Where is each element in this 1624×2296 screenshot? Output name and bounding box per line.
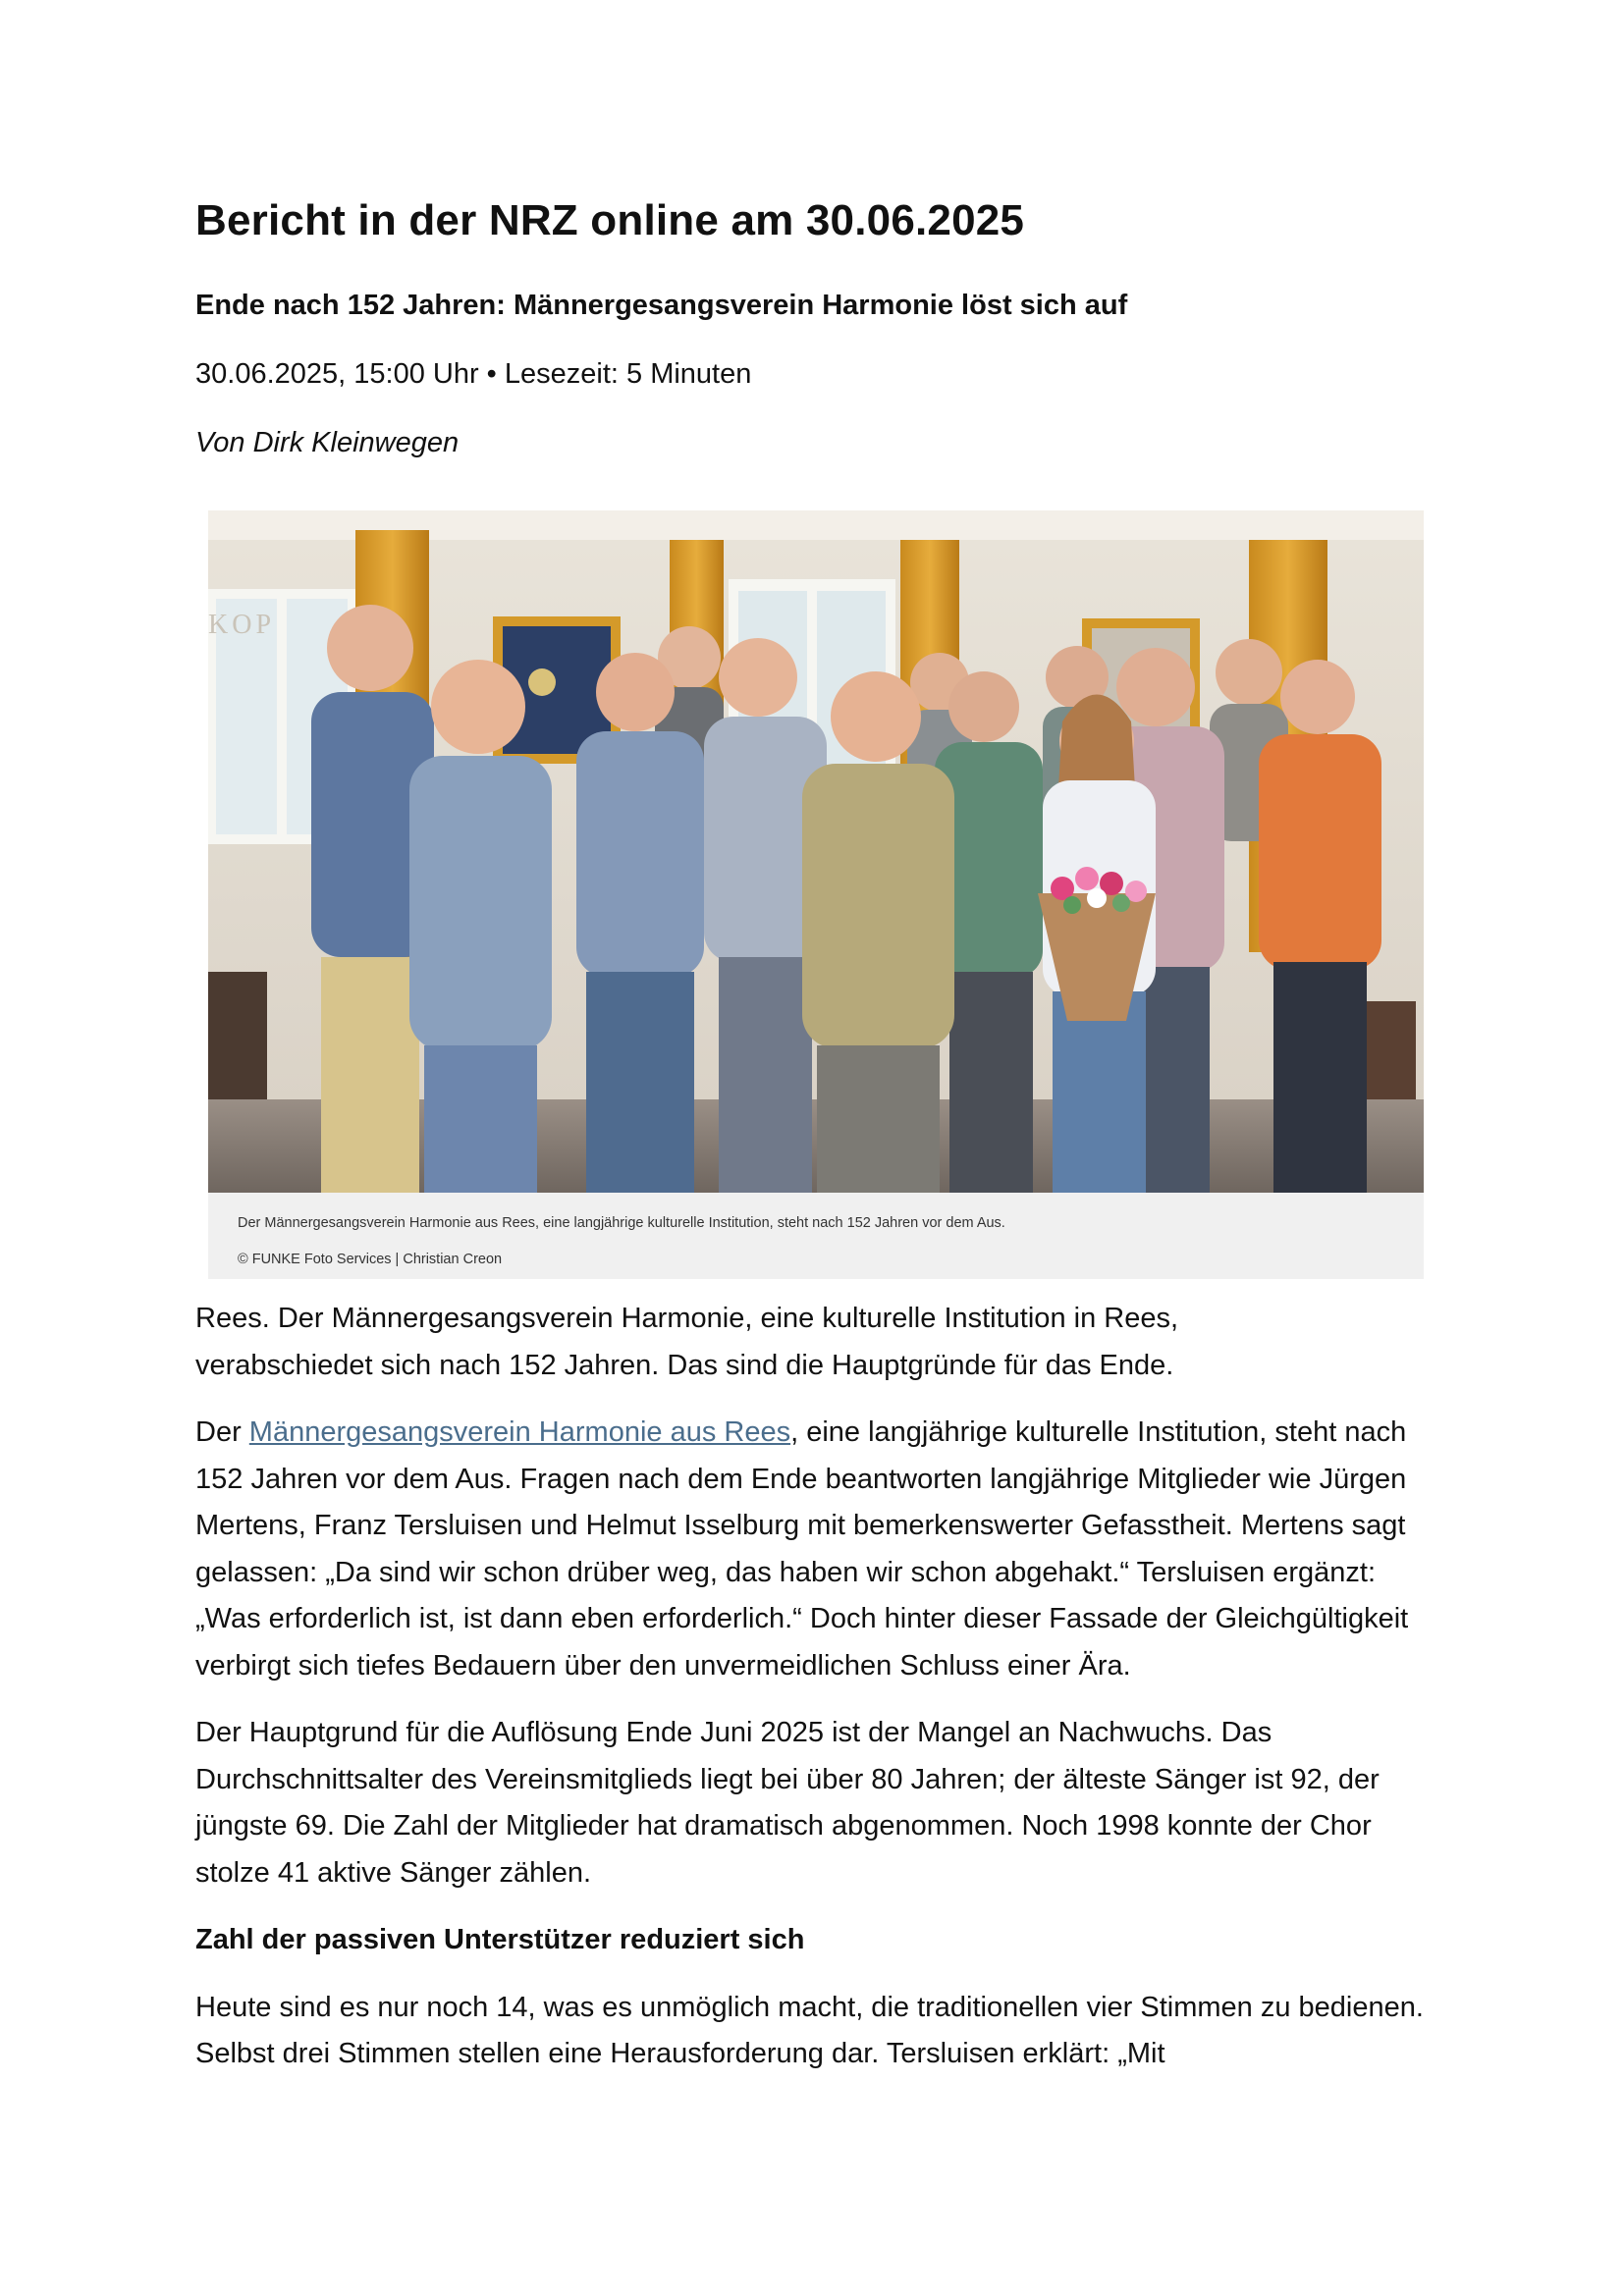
lead-line-1: Rees. Der Männergesangsverein Harmonie, eine kulturelle Institution in Rees, <box>195 1303 1179 1334</box>
article-meta: 30.06.2025, 15:00 Uhr • Lesezeit: 5 Minuten <box>195 358 752 390</box>
figure-caption: Der Männergesangsverein Harmonie aus Rees, eine langjährige kulturelle Institution, steht nach 152 Jahren vor dem Aus. <box>238 1215 1005 1231</box>
harmonie-link[interactable]: Männergesangsverein Harmonie aus Rees <box>248 1416 791 1448</box>
document-title: Bericht in der NRZ online am 30.06.2025 <box>195 196 1025 244</box>
paragraph-1-prefix: Der <box>195 1416 249 1448</box>
group-photo <box>208 510 1424 1193</box>
wall-sign-text: KOP <box>208 610 276 640</box>
article-author: Von Dirk Kleinwegen <box>195 427 460 458</box>
lead-paragraph <box>195 1296 1442 1389</box>
article-body <box>195 1296 1442 2099</box>
paragraph-2: Der Hauptgrund für die Auflösung Ende Juni 2025 ist der Mangel an Nachwuchs. Das Durchschnittsalter des Vereinsmitglieds liegt bei über 80 Jahren; der älteste Sänger ist 92, der jüngste 69. Die Zahl der Mitglieder hat dramatisch abgenommen. Noch 1998 konnte der Chor stolze 41 aktive Sänger zählen. <box>195 1717 1380 1889</box>
paragraph-1 <box>195 1410 1442 1689</box>
article-figure <box>208 510 1424 1279</box>
section-heading: Zahl der passiven Unterstützer reduziert sich <box>195 1924 805 1955</box>
figure-credit: © FUNKE Foto Services | Christian Creon <box>238 1252 503 1267</box>
article-headline: Ende nach 152 Jahren: Männergesangsverein Harmonie löst sich auf <box>195 290 1128 321</box>
paragraph-1-text: , eine langjährige kulturelle Institution, steht nach 152 Jahren vor dem Aus. Fragen nach dem Ende beantworten langjährige Mitglieder wie Jürgen Mertens, Franz Tersluisen und Helmut Isselburg mit bemerkenswerter Gefasstheit. Mertens sagt gelassen: „Da sind wir schon drüber weg, das haben wir schon abgehakt.“ Tersluisen ergänzt: „Was erforderlich ist, ist dann eben erforderlich.“ Doch hinter dieser Fassade der Gleichgültigkeit verbirgt sich tiefes Bedauern über den unvermeidlichen Schluss einer Ära. <box>195 1416 1409 1682</box>
lead-line-2: verabschiedet sich nach 152 Jahren. Das sind die Hauptgründe für das Ende. <box>195 1349 1174 1381</box>
paragraph-3: Heute sind es nur noch 14, was es unmöglich macht, die traditionellen vier Stimmen zu bedienen. Selbst drei Stimmen stellen eine Herausforderung dar. Tersluisen erklärt: „Mit <box>195 1991 1424 2069</box>
